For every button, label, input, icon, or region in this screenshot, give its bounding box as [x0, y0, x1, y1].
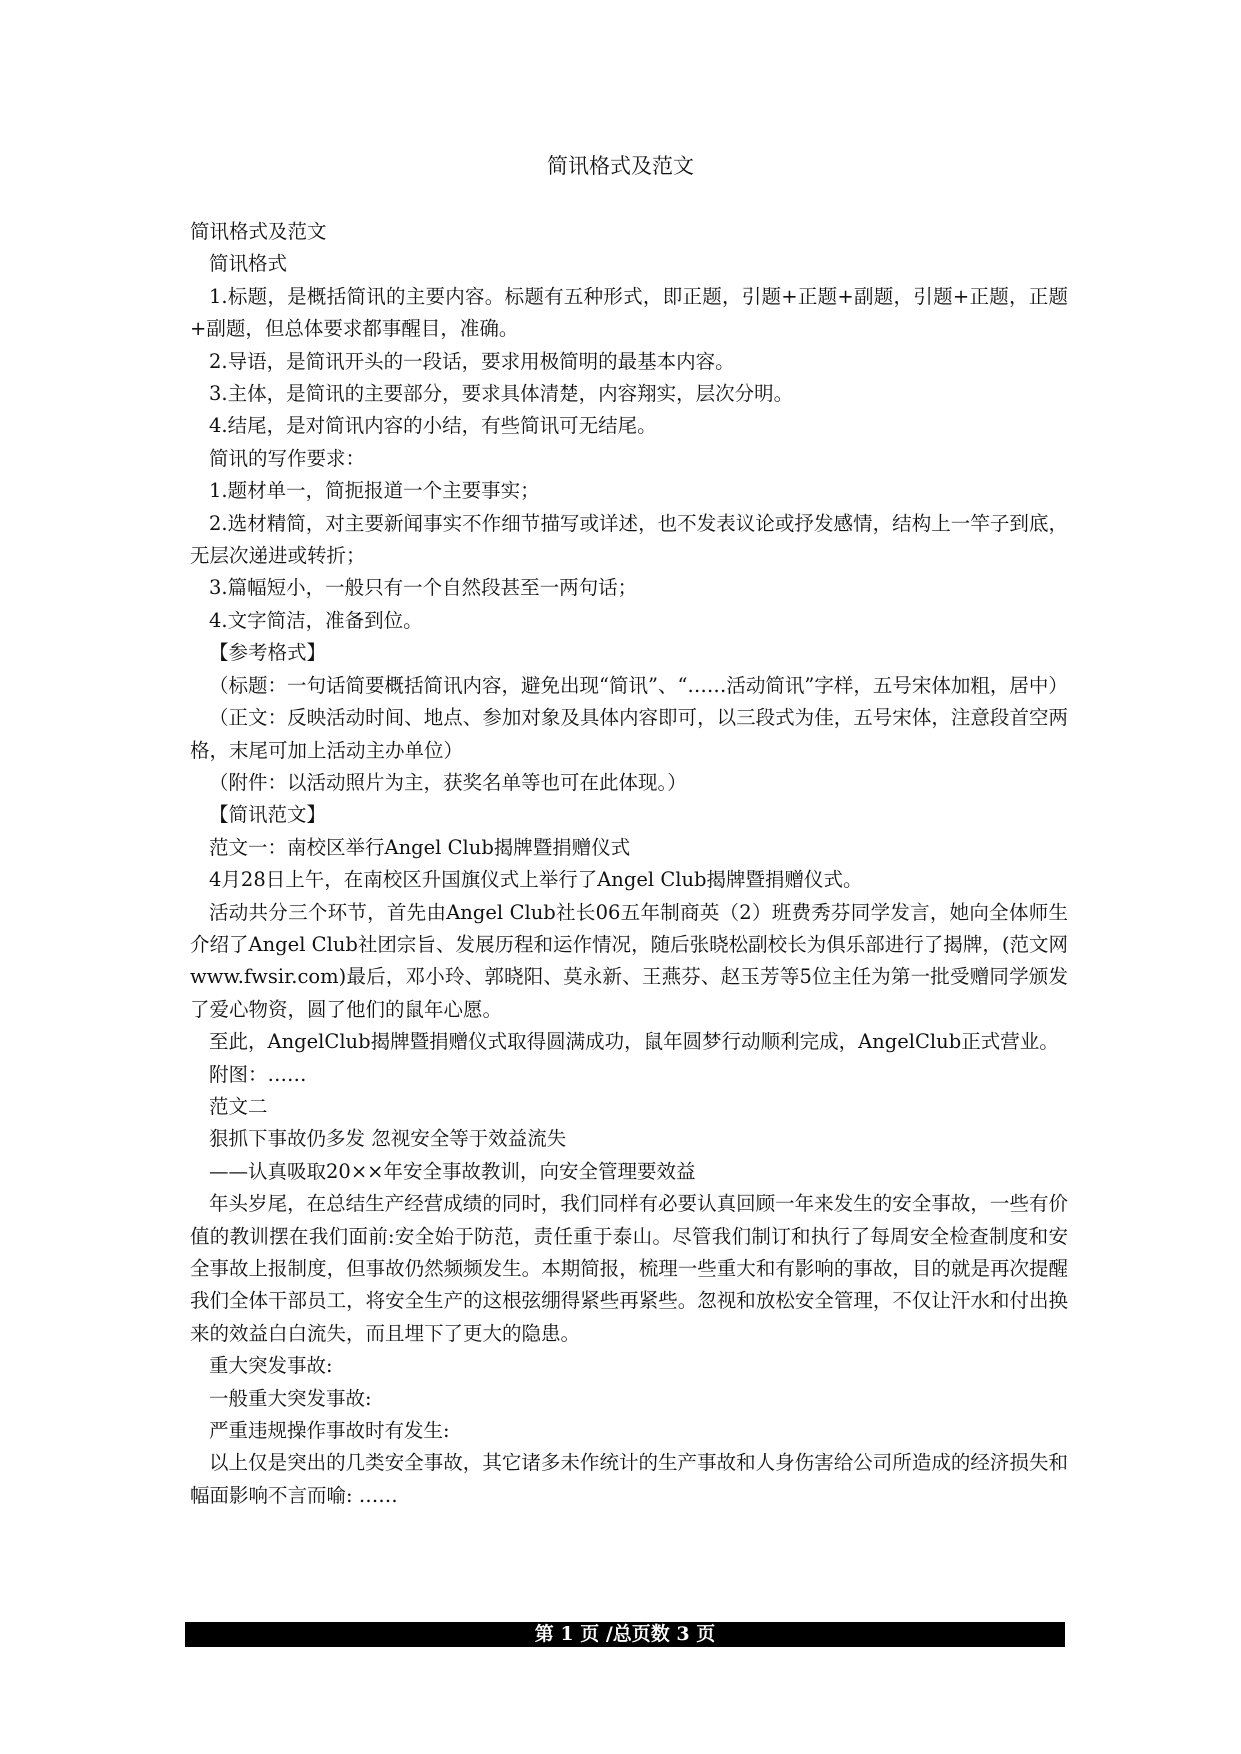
paragraph: ——认真吸取20××年安全事故教训，向安全管理要效益: [209, 1159, 696, 1183]
paragraph: 严重违规操作事故时有发生:: [209, 1419, 450, 1443]
paragraph: 【参考格式】: [209, 641, 327, 665]
paragraph: （正文：反映活动时间、地点、参加对象及具体内容即可，以三段式为佳，五号宋体，注意段首空两格，末尾可加上活动主办单位）: [190, 706, 1068, 762]
paragraph: 狠抓下事故仍多发 忽视安全等于效益流失: [209, 1127, 567, 1151]
paragraph: 至此，AngelClub揭牌暨捐赠仪式取得圆满成功，鼠年圆梦行动顺利完成，AngelClub正式营业。: [209, 1030, 1059, 1054]
paragraph: 附图：……: [209, 1062, 307, 1086]
document-title: 简讯格式及范文: [547, 154, 694, 178]
paragraph: 范文二: [209, 1094, 268, 1118]
paragraph: （标题：一句话简要概括简讯内容，避免出现“简讯”、“……活动简讯”字样，五号宋体加粗，居中）: [209, 673, 1068, 697]
paragraph: 4.文字简洁，准备到位。: [209, 608, 423, 632]
paragraph: 2.选材精简，对主要新闻事实不作细节描写或详述，也不发表议论或抒发感情，结构上一竿子到底，无层次递进或转折；: [190, 511, 1068, 568]
paragraph: 重大突发事故:: [209, 1354, 333, 1378]
paragraph: 一般重大突发事故:: [209, 1386, 372, 1410]
paragraph: 3.主体，是简讯的主要部分，要求具体清楚，内容翔实，层次分明。: [209, 382, 794, 406]
paragraph: 【简讯范文】: [209, 803, 327, 827]
paragraph: 1.标题，是概括简讯的主要内容。标题有五种形式，即正题，引题+正题+副题，引题+正题，正题+副题，但总体要求都事醒目，准确。: [190, 284, 1068, 341]
paragraph: （附件：以活动照片为主，获奖名单等也可在此体现。）: [209, 770, 687, 794]
document-body: [190, 216, 1068, 1512]
paragraph: 3.篇幅短小，一般只有一个自然段甚至一两句话；: [209, 576, 638, 600]
paragraph: 4月28日上午，在南校区升国旗仪式上举行了Angel Club揭牌暨捐赠仪式。: [209, 868, 863, 892]
paragraph: 活动共分三个环节，首先由Angel Club社长06五年制商英（2）班费秀芬同学发言，她向全体师生介绍了Angel Club社团宗旨、发展历程和运作情况，随后张晓松副校长为俱乐部进行了揭牌，(范文网 www.fwsir.com)最后，邓小玲、郭晓阳、莫永新、王燕芬、赵玉芳等5位主任为第一批受赠同学颁发了爱心物资，圆了他们的鼠年心愿。: [190, 900, 1068, 1021]
paragraph: 4.结尾，是对简讯内容的小结，有些简讯可无结尾。: [209, 414, 657, 438]
paragraph: 年头岁尾，在总结生产经营成绩的同时，我们同样有必要认真回顾一年来发生的安全事故，一些有价值的教训摆在我们面前:安全始于防范，责任重于泰山。尽管我们制订和执行了每周安全检查制度和安全事故上报制度，但事故仍然频频发生。本期简报，梳理一些重大和有影响的事故，目的就是再次提醒我们全体干部员工，将安全生产的这根弦绷得紧些再紧些。忽视和放松安全管理，不仅让汗水和付出换来的效益白白流失，而且埋下了更大的隐患。: [190, 1192, 1068, 1345]
paragraph: 简讯格式: [209, 252, 288, 276]
paragraph: 范文一：南校区举行Angel Club揭牌暨捐赠仪式: [209, 835, 631, 859]
paragraph: 以上仅是突出的几类安全事故，其它诸多未作统计的生产事故和人身伤害给公司所造成的经济损失和幅面影响不言而喻: ……: [190, 1451, 1068, 1507]
paragraph: 1.题材单一，简扼报道一个主要事实；: [209, 479, 540, 503]
page-footer: [185, 1622, 1065, 1647]
paragraph: 简讯格式及范文: [190, 220, 327, 243]
paragraph: 简讯的写作要求：: [209, 446, 366, 470]
paragraph: 2.导语，是简讯开头的一段话，要求用极简明的最基本内容。: [209, 349, 735, 373]
page-number-label: 第 1 页 /总页数 3 页: [534, 1623, 716, 1645]
